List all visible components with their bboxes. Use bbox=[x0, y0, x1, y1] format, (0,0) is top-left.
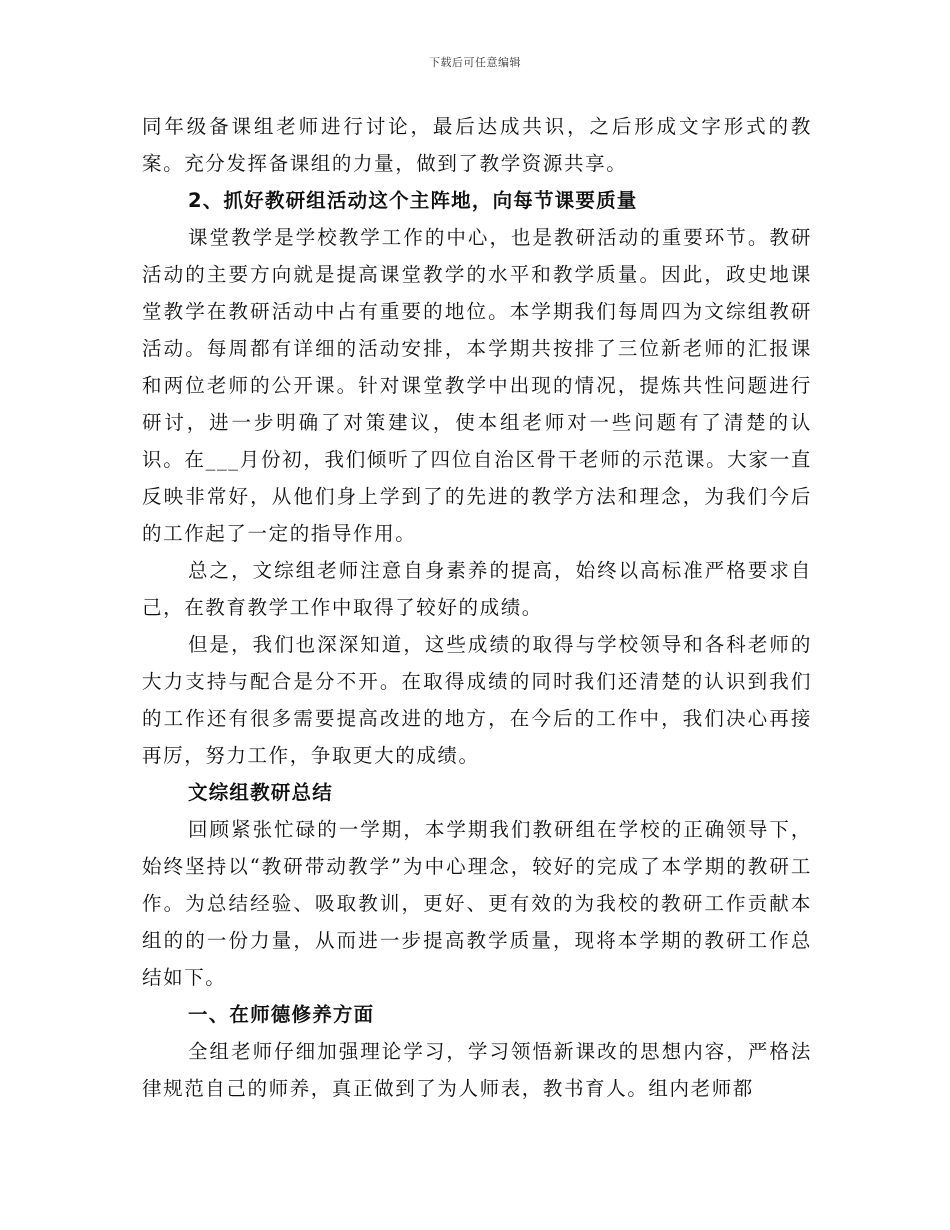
page-header-note: 下载后可任意编辑 bbox=[429, 56, 521, 69]
paragraph-continuation: 同年级备课组老师进行讨论，最后达成共识，之后形成文字形式的教案。充分发挥备课组的力量，做到了教学资源共享。 bbox=[142, 115, 812, 175]
document-title-heading: 文综组教研总结 bbox=[188, 781, 333, 804]
paragraph-ethics: 全组老师仔细加强理论学习，学习领悟新课改的思想内容，严格法律规范自己的师养，真正做到了为人师表，教书育人。组内老师都 bbox=[142, 1040, 812, 1100]
paragraph-summary: 总之，文综组老师注意自身素养的提高，始终以高标准严格要求自己，在教育教学工作中取得了较好的成绩。 bbox=[142, 559, 812, 619]
paragraph-however: 但是，我们也深深知道，这些成绩的取得与学校领导和各科老师的大力支持与配合是分不开。在取得成绩的同时我们还清楚的认识到我们的工作还有很多需要提高改进的地方，在今后的工作中，我们决心再接再厉，努力工作，争取更大的成绩。 bbox=[142, 633, 812, 767]
section-heading-1: 一、在师德修养方面 bbox=[188, 1003, 375, 1026]
document-body bbox=[142, 108, 812, 1107]
paragraph-classroom-teaching: 课堂教学是学校教学工作的中心，也是教研活动的重要环节。教研活动的主要方向就是提高课堂教学的水平和教学质量。因此，政史地课堂教学在教研活动中占有重要的地位。本学期我们每周四为文综组教研活动。每周都有详细的活动安排，本学期共按排了三位新老师的汇报课和两位老师的公开课。针对课堂教学中出现的情况，提炼共性问题进行研讨，进一步明确了对策建议，使本组老师对一些问题有了清楚的认识。在___月份初，我们倾听了四位自治区骨干老师的示范课。大家一直反映非常好，从他们身上学到了的先进的教学方法和理念，为我们今后的工作起了一定的指导作用。 bbox=[142, 226, 812, 545]
section-heading-2: 2、抓好教研组活动这个主阵地，向每节课要质量 bbox=[188, 189, 638, 212]
paragraph-review: 回顾紧张忙碌的一学期，本学期我们教研组在学校的正确领导下，始终坚持以“教研带动教学”为中心理念，较好的完成了本学期的教研工作。为总结经验、吸取教训，更好、更有效的为我校的教研工作贡献本组的的一份力量，从而进一步提高教学质量，现将本学期的教研工作总结如下。 bbox=[142, 818, 812, 989]
